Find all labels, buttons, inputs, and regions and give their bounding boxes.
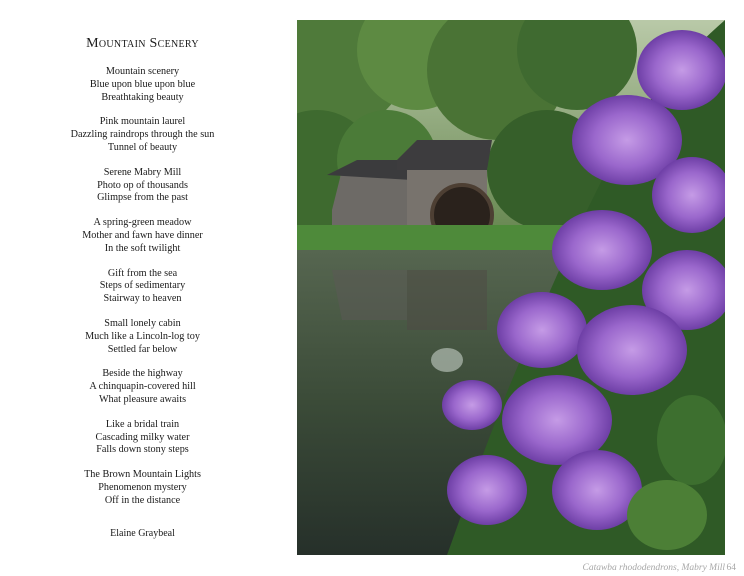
poem-line: A chinquapin-covered hill: [89, 381, 196, 393]
poem-line: Off in the distance: [104, 494, 181, 506]
stanza: [40, 167, 245, 205]
poem-line: Beside the highway: [102, 368, 183, 380]
poem-line: A spring-green meadow: [93, 217, 192, 229]
mabry-mill-photo: [297, 20, 725, 555]
poem-line: Dazzling raindrops through the sun: [70, 129, 215, 141]
poem-line: Mountain scenery: [105, 66, 180, 77]
poem-stanzas: [40, 66, 245, 508]
poem-line: Falls down stony steps: [96, 444, 189, 456]
stanza: [40, 368, 245, 406]
poem-line: Photo op of thousands: [97, 179, 188, 191]
poem-line: Phenomenon mystery: [98, 481, 187, 493]
photo-caption: [297, 563, 725, 573]
caption-text: Catawba rhododendrons, Mabry Mill: [582, 563, 725, 573]
poem-line: Glimpse from the past: [97, 192, 188, 204]
poem-line: Steps of sedimentary: [99, 280, 186, 292]
stanza: [40, 217, 245, 255]
poem-line: Mother and fawn have dinner: [82, 229, 203, 241]
stanza: [40, 116, 245, 154]
poem-line: Serene Mabry Mill: [103, 166, 182, 178]
poem-line: Gift from the sea: [107, 267, 178, 279]
photo-illustration: [297, 20, 725, 555]
poem-author: Elaine Graybeal: [110, 527, 175, 539]
poem-line: In the soft twilight: [104, 242, 181, 254]
poem-line: Stairway to heaven: [103, 293, 182, 305]
stanza: [40, 268, 245, 306]
poem-line: Pink mountain laurel: [99, 116, 186, 128]
poem-line: Breathtaking beauty: [101, 91, 184, 103]
poem-line: Much like a Lincoln-log toy: [85, 330, 200, 342]
poem-line: Cascading milky water: [95, 431, 190, 443]
stanza: [40, 318, 245, 356]
poem-title: Mountain Scenery: [86, 36, 199, 51]
poem-line: Blue upon blue upon blue: [89, 78, 196, 90]
poem-column: [40, 30, 245, 539]
stanza: [40, 469, 245, 507]
stanza: [40, 66, 245, 104]
page-number: 64: [726, 563, 736, 573]
poem-line: Settled far below: [107, 343, 178, 355]
stanza: [40, 419, 245, 457]
poem-line: Tunnel of beauty: [107, 141, 178, 153]
poem-line: Small lonely cabin: [104, 317, 181, 329]
poem-line: Like a bridal train: [105, 418, 180, 430]
poem-line: What pleasure awaits: [98, 393, 187, 405]
poem-line: The Brown Mountain Lights: [84, 469, 201, 481]
